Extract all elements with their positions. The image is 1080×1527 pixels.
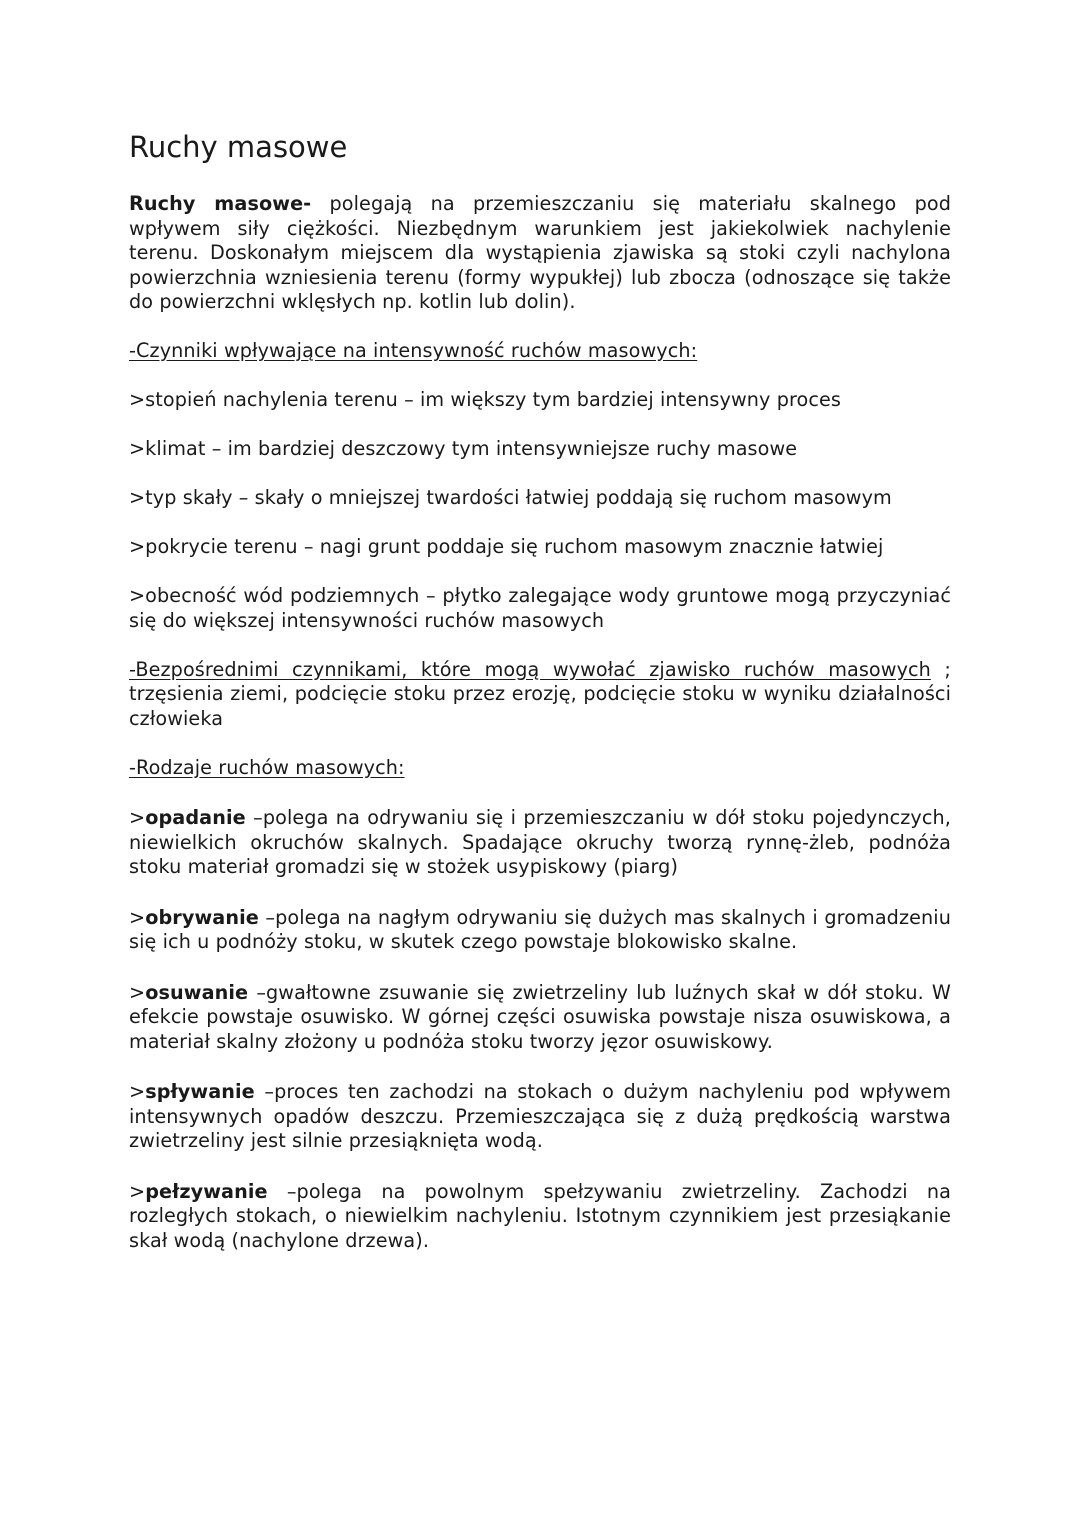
type-term: pełzywanie [145,1179,268,1203]
document-page [129,128,951,1253]
intro-text: polegają na przemieszczaniu się materiału skalnego pod wpływem siły ciężkości. Niezbędnym warunkiem jest jakiekolwiek nachylenie terenu. Doskonałym miejscem dla wystąpienia zjawiska są stoki czyli nachylona powierzchnia wzniesienia terenu (formy wypukłej) lub zbocza (odnoszące się także do powierzchni wklęsłych np. kotlin lub dolin). [129,192,951,313]
factors-heading [129,339,951,364]
type-item-obrywanie [129,906,951,955]
type-term: opadanie [145,806,246,829]
direct-factors-heading: -Bezpośrednimi czynnikami, które mogą wywołać zjawisko ruchów masowych [129,657,931,681]
type-text: –gwałtowne zsuwanie się zwietrzeliny lub luźnych skał w dół stoku. W efekcie powstaje osuwisko. W górnej części osuwiska powstaje nisza osuwiskowa, a materiał skalny złożony u podnóża stoku tworzy jęzor osuwiskowy. [129,980,951,1053]
type-item-splywanie [129,1080,951,1154]
type-item-pelzywanie [129,1180,951,1254]
factor-item: >obecność wód podziemnych – płytko zalegające wody gruntowe mogą przyczyniać się do większej intensywności ruchów masowych [129,584,951,632]
type-text: –polega na nagłym odrywaniu się dużych mas skalnych i gromadzeniu się ich u podnóży stoku, w skutek czego powstaje blokowisko skalne. [129,905,951,953]
type-prefix: > [129,1179,146,1203]
type-prefix: > [129,905,146,929]
factor-item: >typ skały – skały o mniejszej twardości łatwiej poddają się ruchom masowym [129,486,892,509]
type-text: –proces ten zachodzi na stokach o dużym nachyleniu pod wpływem intensywnych opadów deszczu. Przemieszczająca się z dużą prędkością warstwa zwietrzeliny jest silnie przesiąknięta wodą. [129,1080,951,1152]
type-term: osuwanie [145,980,249,1004]
type-term: obrywanie [145,905,259,929]
intro-term: Ruchy masowe- [129,192,312,215]
factor-item: >stopień nachylenia terenu – im większy tym bardziej intensywny proces [129,388,842,411]
type-term: spływanie [145,1080,255,1103]
type-text: –polega na powolnym spełzywaniu zwietrzeliny. Zachodzi na rozległych stokach, o niewielkim nachyleniu. Istotnym czynnikiem jest przesiąkanie skał wodą (nachylone drzewa). [129,1179,951,1252]
intro-paragraph [129,192,951,315]
factor-item: >klimat – im bardziej deszczowy tym intensywniejsze ruchy masowe [129,437,798,460]
direct-factors-paragraph [129,658,951,732]
page-title: Ruchy masowe [129,130,348,164]
type-item-opadanie [129,806,951,880]
factor-item: >pokrycie terenu – nagi grunt poddaje się ruchom masowym znacznie łatwiej [129,535,884,558]
type-prefix: > [129,980,146,1004]
direct-factors-text: ; trzęsienia ziemi, podcięcie stoku przez erozję, podcięcie stoku w wyniku działalności człowieka [129,657,951,730]
type-prefix: > [129,1080,146,1103]
types-heading [129,756,951,781]
type-item-osuwanie [129,981,951,1055]
type-text: –polega na odrywaniu się i przemieszczaniu w dół stoku pojedynczych, niewielkich okruchów skalnych. Spadające okruchy tworzą rynnę-żleb, podnóża stoku materiał gromadzi się w stożek usypiskowy (piarg) [129,806,951,878]
types-heading-text: -Rodzaje ruchów masowych: [129,755,405,779]
type-prefix: > [129,806,146,829]
factors-heading-text: -Czynniki wpływające na intensywność ruchów masowych: [129,339,698,362]
